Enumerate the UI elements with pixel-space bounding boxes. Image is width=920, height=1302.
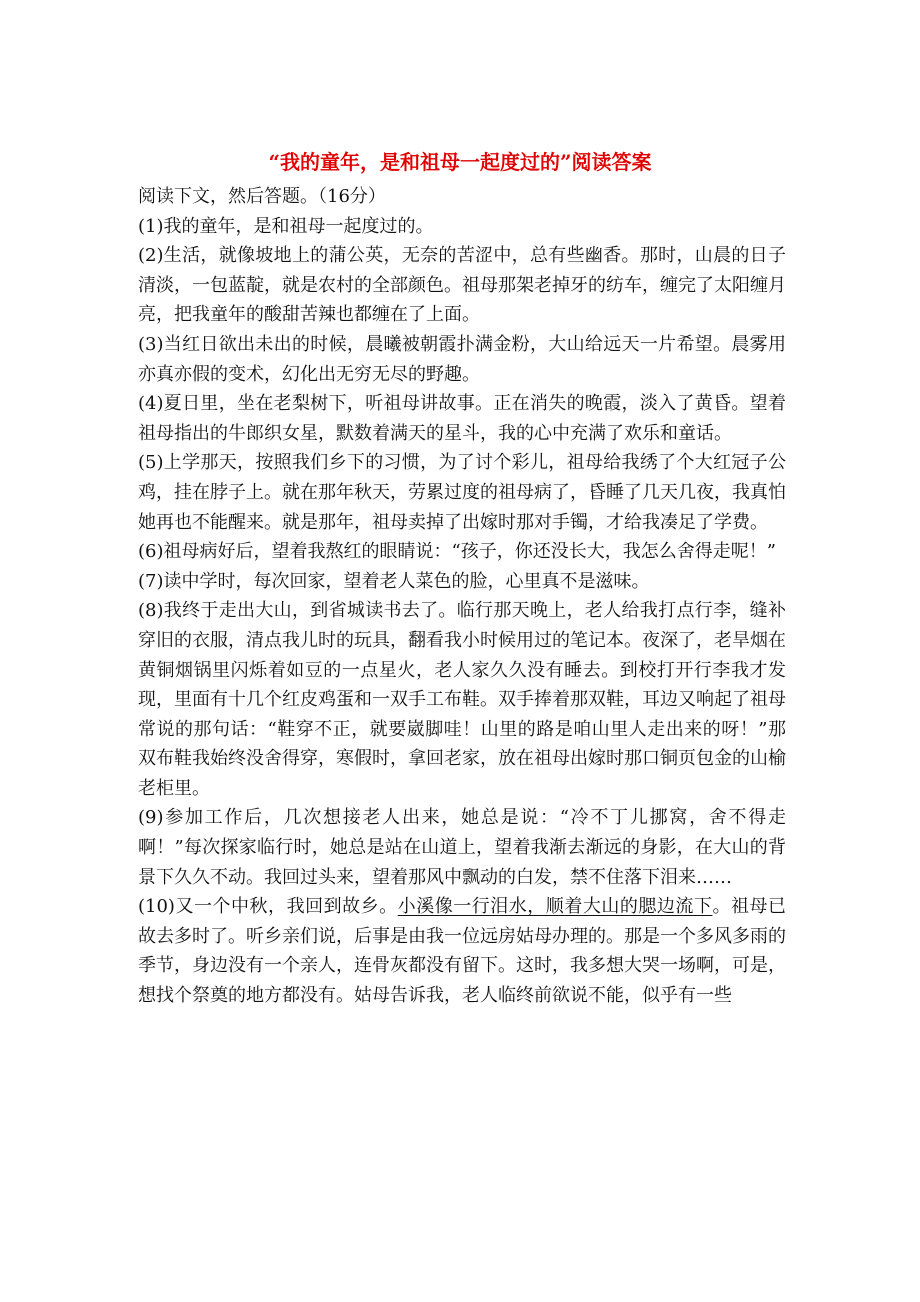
paragraph-10-end: 。祖母已故去多时了。听乡亲们说，后事是由我一位远房姑母办理的。那是一个多风多雨的季节，身边没有一个亲人，连骨灰都没有留下。这时，我多想大哭一场啊，可是，想找个祭奠的地方都没有。姑母告诉我，老人临终前欲说不能，似乎有一些 [138,896,787,1007]
paragraph-10-start: (10)又一个中秋，我回到故乡。 [138,896,398,918]
paragraph-9: (9)参加工作后，几次想接老人出来，她总是说：“冷不丁儿挪窝，舍不得走啊！”每次探家临行时，她总是站在山道上，望着我渐去渐远的身影，在大山的背景下久久不动。我回过头来，望着那风中飘动的白发，禁不住落下泪来…… [138,807,786,888]
paragraph-7: (7)读中学时，每次回家，望着老人菜色的脸，心里真不是滋味。 [138,570,650,592]
paragraph-4: (4)夏日里，坐在老梨树下，听祖母讲故事。正在消失的晚霞，淡入了黄昏。望着祖母指出的牛郎织女星，默数着满天的星斗，我的心中充满了欢乐和童话。 [138,393,786,444]
paragraph-10 [138,892,786,1010]
underlined-sentence: 小溪像一行泪水，顺着大山的腮边流下 [397,896,713,918]
paragraph-3: (3)当红日欲出未出的时候，晨曦被朝霞扑满金粉，大山给远天一片希望。晨雾用亦真亦假的变术，幻化出无穷无尽的野趣。 [138,333,786,385]
article-body [138,182,786,1011]
paragraph-6: (6)祖母病好后，望着我熬红的眼睛说：“孩子，你还没长大，我怎么舍得走呢！” [138,541,776,563]
intro-line: 阅读下文，然后答题。（16分） [138,186,386,207]
document-title: “我的童年，是和祖母一起度过的”阅读答案 [268,150,652,174]
paragraph-8: (8)我终于走出大山，到省城读书去了。临行那天晚上，老人给我打点行李，缝补穿旧的衣服，清点我儿时的玩具，翻看我小时候用过的笔记本。夜深了，老旱烟在黄铜烟锅里闪烁着如豆的一点星火，老人家久久没有睡去。到校打开行李我才发现，里面有十几个红皮鸡蛋和一双手工布鞋。双手捧着那双鞋，耳边又响起了祖母常说的那句话：“鞋穿不正，就要崴脚哇！山里的路是咱山里人走出来的呀！”那双布鞋我始终没舍得穿，寒假时，拿回老家，放在祖母出嫁时那口铜页包金的山榆老柜里。 [138,600,786,799]
paragraph-2: (2)生活，就像坡地上的蒲公英，无奈的苦涩中，总有些幽香。那时，山晨的日子清淡，一包蓝靛，就是农村的全部颜色。祖母那架老掉牙的纺车，缠完了太阳缠月亮，把我童年的酸甜苦辣也都缠在了上面。 [138,245,786,326]
paragraph-1: (1)我的童年，是和祖母一起度过的。 [138,215,434,237]
paragraph-5: (5)上学那天，按照我们乡下的习惯，为了讨个彩儿，祖母给我绣了个大红冠子公鸡，挂在脖子上。就在那年秋天，劳累过度的祖母病了，昏睡了几天几夜，我真怕她再也不能醒来。就是那年，祖母卖掉了出嫁时那对手镯，才给我凑足了学费。 [138,452,786,533]
